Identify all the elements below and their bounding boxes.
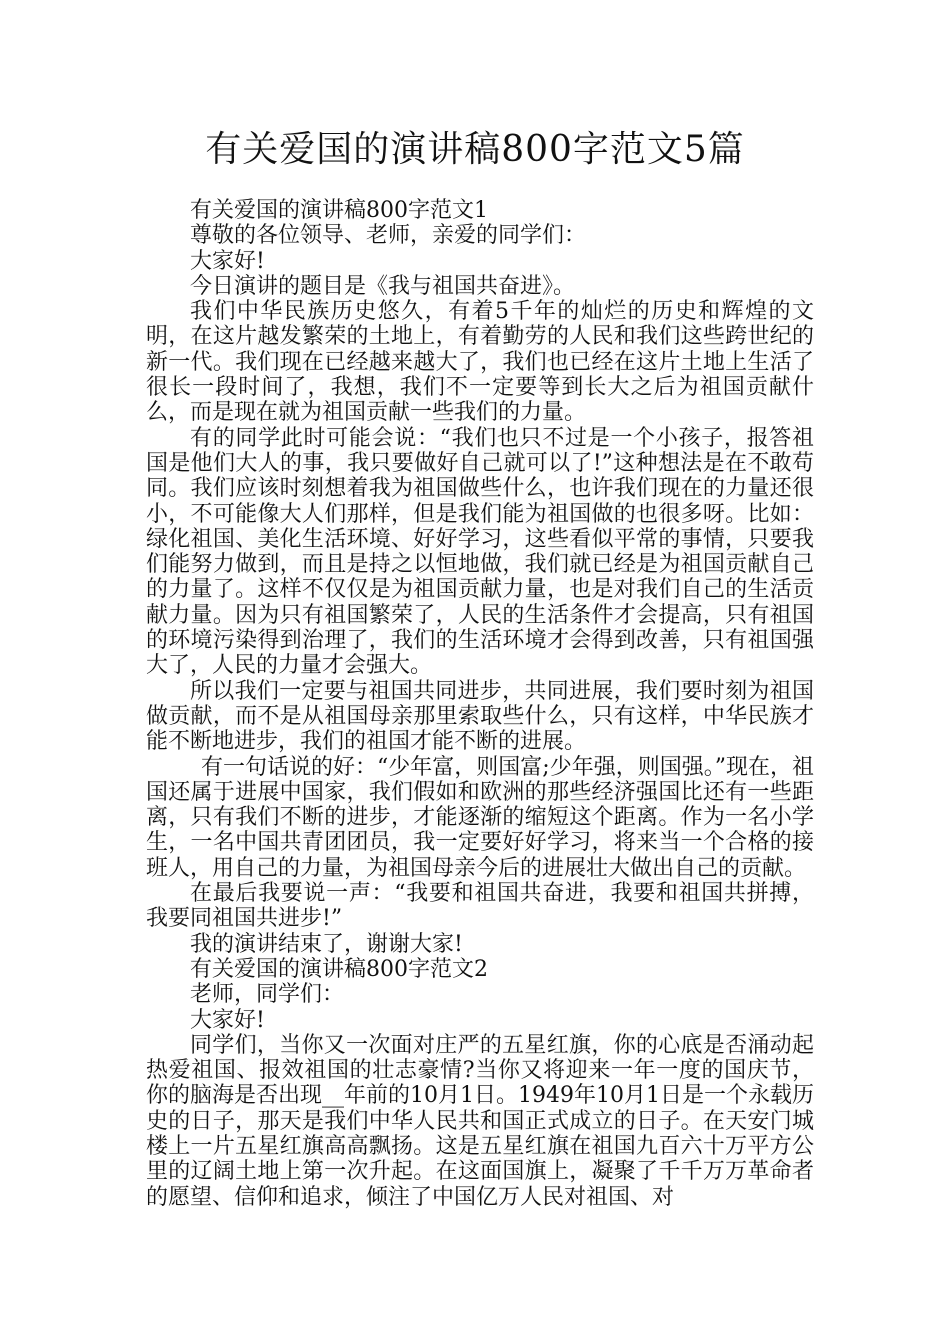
body-paragraph: 在最后我要说一声：“我要和祖国共奋进，我要和祖国共拼搏，我要同祖国共进步!” bbox=[146, 881, 814, 932]
section-heading-2: 有关爱国的演讲稿800字范文2 bbox=[190, 956, 488, 982]
body-paragraph: 所以我们一定要与祖国共同进步，共同进展，我们要时刻为祖国做贡献，而不是从祖国母亲那里索取些什么，只有这样，中华民族才能不断地进步，我们的祖国才能不断的进展。 bbox=[146, 678, 814, 755]
salutation: 尊敬的各位领导、老师，亲爱的同学们： bbox=[190, 223, 587, 249]
body-paragraph: 同学们，当你又一次面对庄严的五星红旗，你的心底是否涌动起热爱祖国、报效祖国的壮志豪情?当你又将迎来一年一度的国庆节，你的脑海是否出现__年前的10月1日。1949年10月1日是一个永载历史的日子，那天是我们中华人民共和国正式成立的日子。在天安门城楼上一片五星红旗高高飘扬。这是五星红旗在祖国九百六十万平方公里的辽阔土地上第一次升起。在这面国旗上，凝聚了千千万万革命者的愿望、信仰和追求，倾注了中国亿万人民对祖国、对 bbox=[146, 1032, 814, 1210]
salutation: 老师，同学们： bbox=[190, 982, 345, 1008]
body-paragraph: 我们中华民族历史悠久，有着5千年的灿烂的历史和辉煌的文明，在这片越发繁荣的土地上，有着勤劳的人民和我们这些跨世纪的新一代。我们现在已经越来越大了，我们也已经在这片土地上生活了很长一段时间了，我想，我们不一定要等到长大之后为祖国贡献什么，而是现在就为祖国贡献一些我们的力量。 bbox=[146, 299, 814, 426]
body-paragraph: 有一句话说的好：“少年富，则国富;少年强，则国强。”现在，祖国还属于进展中国家，我们假如和欧洲的那些经济强国比还有一些距离，只有我们不断的进步，才能逐渐的缩短这个距离。作为一名小学生，一名中国共青团团员，我一定要好好学习，将来当一个合格的接班人，用自己的力量，为祖国母亲今后的进展壮大做出自己的贡献。 bbox=[146, 754, 814, 881]
greeting: 大家好! bbox=[190, 1007, 265, 1033]
document-body bbox=[146, 198, 814, 1210]
section-heading-1: 有关爱国的演讲稿800字范文1 bbox=[190, 198, 488, 223]
closing-line: 我的演讲结束了，谢谢大家! bbox=[190, 931, 463, 957]
body-paragraph: 有的同学此时可能会说：“我们也只不过是一个小孩子，报答祖国是他们大人的事，我只要做好自己就可以了!”这种想法是在不敢苟同。我们应该时刻想着我为祖国做些什么，也许我们现在的力量还很小，不可能像大人们那样，但是我们能为祖国做的也很多呀。比如：绿化祖国、美化生活环境、好好学习，这些看似平常的事情，只要我们能努力做到，而且是持之以恒地做，我们就已经是为祖国贡献自己的力量了。这样不仅仅是为祖国贡献力量，也是对我们自己的生活贡献力量。因为只有祖国繁荣了，人民的生活条件才会提高，只有祖国的环境污染得到治理了，我们的生活环境才会得到改善，只有祖国强大了，人民的力量才会强大。 bbox=[146, 425, 814, 679]
speech-topic: 今日演讲的题目是《我与祖国共奋进》。 bbox=[190, 273, 576, 299]
document-title: 有关爱国的演讲稿800字范文5篇 bbox=[205, 129, 745, 170]
greeting: 大家好! bbox=[190, 248, 265, 274]
